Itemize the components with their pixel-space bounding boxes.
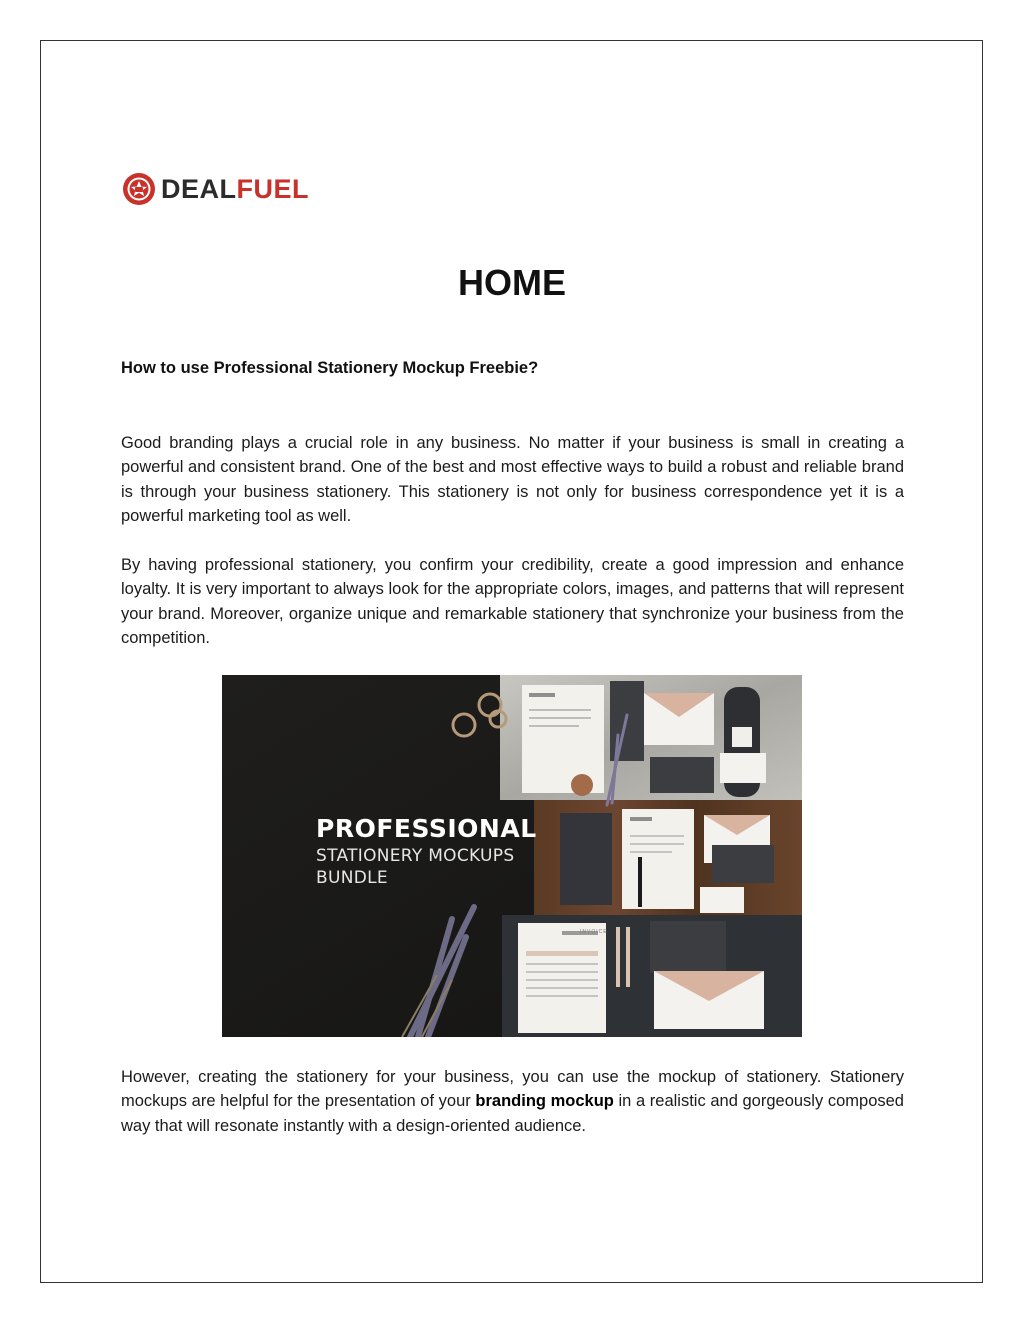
image-caption (316, 813, 537, 889)
article-subtitle: How to use Professional Stationery Mockup Freebie? (121, 359, 539, 377)
image-invoice-label: INVOICE (580, 929, 608, 935)
closing-text-before: However, creating the stationery for your business, you can use the mockup of stationery. Stationery mockups are helpful for the presentation of your (121, 1068, 904, 1111)
dealfuel-logo[interactable] (121, 171, 309, 207)
logo-wordmark-fuel: FUEL (236, 174, 309, 204)
image-caption-line2: STATIONERY MOCKUPS (316, 846, 515, 866)
logo-badge-icon (121, 171, 157, 207)
logo-wordmark (161, 171, 309, 207)
logo-wordmark-deal: DEAL (161, 174, 237, 204)
page-title: HOME (458, 262, 566, 303)
closing-text-after: in a realistic and gorgeously composed way that will resonate instantly with a design-oriented audience. (121, 1092, 904, 1135)
branding-mockup-link[interactable]: branding mockup (475, 1092, 614, 1111)
image-caption-line3: BUNDLE (316, 868, 388, 888)
image-caption-title: PROFESSIONAL (316, 814, 537, 843)
paragraph-mockups (121, 1065, 904, 1138)
paragraph-credibility: By having professional stationery, you confirm your credibility, create a good impression and enhance loyalty. It is very important to always look for the appropriate colors, images, and patterns that will represent your brand. Moreover, organize unique and remarkable stationery that synchronize your business from the competition. (121, 556, 904, 648)
paragraph-branding: Good branding plays a crucial role in any business. No matter if your business is small in creating a powerful and consistent brand. One of the best and most effective ways to build a robust and reliable brand is through your business stationery. This stationery is not only for business correspondence yet it is a powerful marketing tool as well. (121, 434, 904, 526)
